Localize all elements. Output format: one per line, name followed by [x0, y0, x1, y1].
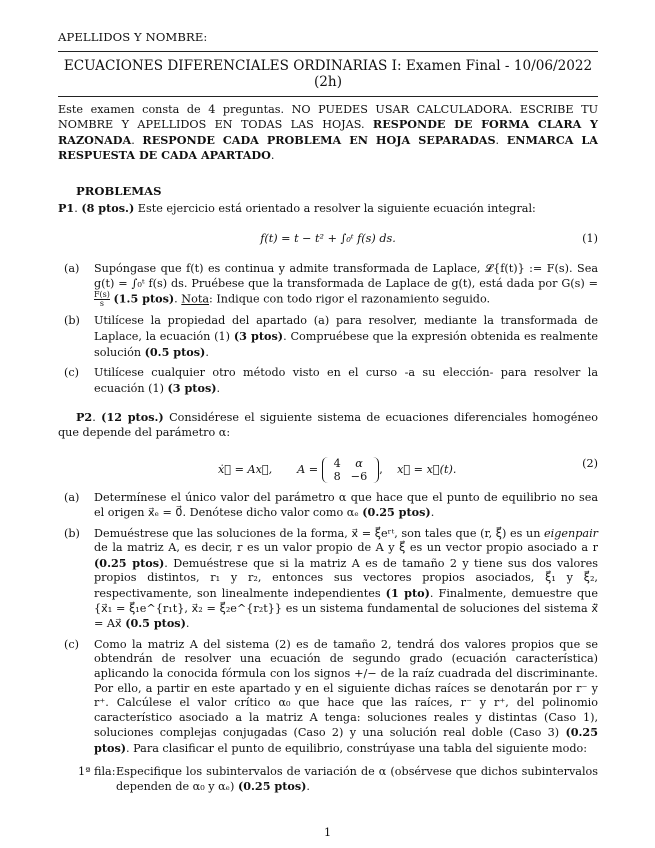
p2-part-b-text-3: . Demuéstrese que si la matriz A es de tamaño 2 y tiene sus dos valores propios distintos, r₁ y r₂, entonces sus vectores propios asociados, ξ⃗₁ y ξ⃗₂, respectivamente, son linealmente independientes: [94, 556, 599, 601]
p2-part-b-label: (b): [64, 526, 80, 540]
p1-part-a: [58, 262, 598, 308]
p1-part-a-label: (a): [64, 262, 80, 276]
page-number: 1: [323, 826, 332, 839]
instructions-end: .: [270, 149, 275, 163]
p2-part-b-points-3: (0.5 ptos): [125, 616, 186, 631]
matrix-A: [322, 457, 380, 483]
p1-part-b-points-1: (3 ptos): [233, 328, 284, 343]
problem-1-points: (8 ptos.): [81, 200, 135, 215]
p2-part-a-end: .: [430, 506, 435, 520]
p2-part-c-label: (c): [64, 637, 79, 651]
p2-part-b-text-4: . Finalmente, demuestre que {x⃗₁ = ξ⃗₁e^{r₁t}, x⃗₂ = ξ⃗₂e^{r₂t}} es un sistema fundamental de soluciones del sistema ẋ⃗ = Ax⃗: [94, 587, 599, 631]
fraction-denominator: s: [99, 299, 104, 309]
p2-part-c-points: (0.25 ptos): [94, 725, 598, 755]
matrix-A-grid: [329, 457, 373, 483]
p2-part-b-points-2: (1 pto): [385, 586, 430, 601]
p2-part-b-points-1: (0.25 ptos): [94, 555, 165, 570]
instructions-bold-1: RESPONDE DE FORMA CLARA Y RAZONADA: [58, 117, 599, 147]
instructions-sep: .: [495, 133, 507, 147]
matrix-cell: 4: [333, 456, 341, 470]
p2-part-a: [58, 491, 598, 521]
exam-page: [58, 30, 598, 795]
instructions-sep: .: [131, 133, 143, 147]
exam-duration: (2h): [313, 73, 342, 90]
instructions: [58, 103, 598, 164]
problem-2-text: Considérese el siguiente sistema de ecuaciones diferenciales homogéneo que depende del parámetro α:: [58, 411, 598, 439]
title-rule: [58, 96, 598, 97]
p1-part-b: [58, 314, 598, 360]
p1-part-b-text-2: . Compruébese que la expresión obtenida es realmente solución: [94, 329, 598, 359]
equation-2: ẋ⃗ = Ax⃗, A = 4 α 8 −6 , x⃗ = x⃗(t). (2): [218, 456, 598, 483]
p1-part-a-text: Supóngase que f(t) es continua y admite transformada de Laplace, 𝓛{f(t)} := F(s). Sea g(t) = ∫₀ᵗ f(s) ds. Pruébese que la transformada de Laplace de g(t), está dada por G(s) =: [94, 262, 598, 290]
exam-title: [58, 58, 598, 90]
p2-part-a-text: Determínese el único valor del parámetro α que hace que el punto de equilibrio no sea el origen x⃗ₑ = 0⃗. Denótese dicho valor como αₑ: [94, 490, 598, 520]
fraction-numerator: F(s): [94, 290, 110, 300]
matrix-cell: 8: [333, 469, 341, 483]
table-row-1-label: 1ª fila:: [78, 764, 116, 778]
p1-part-b-points-2: (0.5 ptos): [144, 344, 206, 359]
table-row-1-spec: [78, 765, 598, 795]
p1-part-a-points: (1.5 ptos): [113, 291, 175, 306]
top-rule: [58, 51, 598, 52]
equation-1-number: (1): [582, 232, 598, 246]
p2-part-c-text: Como la matriz A del sistema (2) es de tamaño 2, tendrá dos valores propios que se obtendrán de resolver una ecuación de segundo grado (ecuación característica) aplicando la conocida fórmula con los signos +/− de la raíz cuadrada del discriminante. Por ello, a partir en este apartado y en el siguiente dichas raíces se denotarán por r⁻ y r⁺. Calcúlese el valor crítico α₀ que hace que las raíces, r⁻ y r⁺, del polinomio característico asociado a la matriz A tenga: soluciones reales y distintas (Caso 1), soluciones complejas conjugadas (Caso 2) y una solución real doble (Caso 3): [94, 637, 598, 740]
table-row-1-points: (0.25 ptos): [237, 779, 307, 794]
instructions-text: Este examen consta de 4 preguntas. NO PUEDES USAR CALCULADORA. ESCRIBE TU NOMBRE Y APELLIDOS EN TODAS LAS HOJAS.: [58, 102, 598, 132]
problem-2-statement: P2. (12 ptos.) Considérese el siguiente sistema de ecuaciones diferenciales homogéneo que depende del parámetro α:: [58, 410, 598, 439]
problem-1-statement: P1. (8 ptos.) Este ejercicio está orientado a resolver la siguiente ecuación integral:: [58, 200, 536, 215]
equation-1-body: f(t) = t − t² + ∫₀ᵗ f(s) ds.: [260, 232, 396, 246]
p2-part-b-text: Demuéstrese que las soluciones de la forma, x⃗ = ξ⃗eʳᵗ, son tales que (r, ξ⃗) es un: [94, 526, 545, 540]
laplace-fraction: [94, 291, 110, 308]
p1-part-b-label: (b): [64, 314, 80, 328]
p1-part-a-note-label: Nota: [181, 292, 209, 306]
p1-part-b-end: .: [205, 345, 209, 359]
name-field-label: APELLIDOS Y NOMBRE:: [58, 30, 208, 44]
table-row-1-end: .: [306, 780, 310, 794]
p1-part-a-sep: .: [174, 292, 182, 306]
matrix-cell: α: [355, 456, 363, 470]
p1-part-a-note: : Indique con todo rigor el razonamiento seguido.: [209, 292, 491, 306]
p1-part-c: [58, 366, 598, 396]
p2-part-b-text-2: de la matriz A, es decir, r es un valor propio de A y ξ⃗ es un vector propio asociado a r: [94, 541, 598, 555]
table-row-1-text: Especifique los subintervalos de variación de α (obsérvese que dichos subintervalos dependen de α₀ y αₑ): [116, 764, 598, 794]
p2-part-b-italic: eigenpair: [544, 526, 598, 540]
p2-part-b: [58, 527, 598, 632]
matrix-cell: −6: [350, 469, 368, 483]
p1-part-b-text: Utilícese la propiedad del apartado (a) para resolver, mediante la transformada de Laplace, la ecuación (1): [94, 314, 598, 343]
p1-part-c-text: Utilícese cualquier otro método visto en el curso -a su elección- para resolver la ecuación (1): [94, 366, 598, 395]
p2-part-b-end: .: [185, 617, 190, 631]
problem-1-label: P1: [58, 200, 75, 215]
equation-2-rhs: x⃗ = x⃗(t).: [397, 462, 457, 476]
p2-part-a-label: (a): [64, 490, 80, 504]
p2-part-a-points: (0.25 ptos): [362, 505, 431, 520]
p1-part-c-points: (3 ptos): [167, 380, 217, 395]
problem-1-text: Este ejercicio está orientado a resolver la siguiente ecuación integral:: [134, 201, 536, 215]
p1-part-c-end: .: [216, 381, 221, 395]
p1-part-c-label: (c): [64, 366, 79, 380]
equation-2-lhs: ẋ⃗ = Ax⃗,: [218, 462, 273, 476]
section-heading: PROBLEMAS: [76, 183, 162, 198]
equation-2-matrix-label: A =: [297, 462, 319, 476]
p2-part-c-end: . Para clasificar el punto de equilibrio, constrúyase una tabla del siguiente modo:: [126, 742, 588, 755]
problem-2-points: (12 ptos.): [101, 410, 164, 425]
exam-title-main: ECUACIONES DIFERENCIALES ORDINARIAS I: Examen Final - 10/06/2022: [63, 57, 593, 74]
problem-2-label: P2: [76, 410, 93, 425]
p2-part-c: [58, 638, 598, 757]
equation-1: [58, 226, 598, 252]
instructions-bold-3: ENMARCA LA RESPUESTA DE CADA APARTADO: [58, 132, 598, 163]
instructions-bold-2: RESPONDE CADA PROBLEMA EN HOJA SEPARADAS: [142, 132, 496, 147]
equation-2-number: (2): [582, 456, 598, 470]
